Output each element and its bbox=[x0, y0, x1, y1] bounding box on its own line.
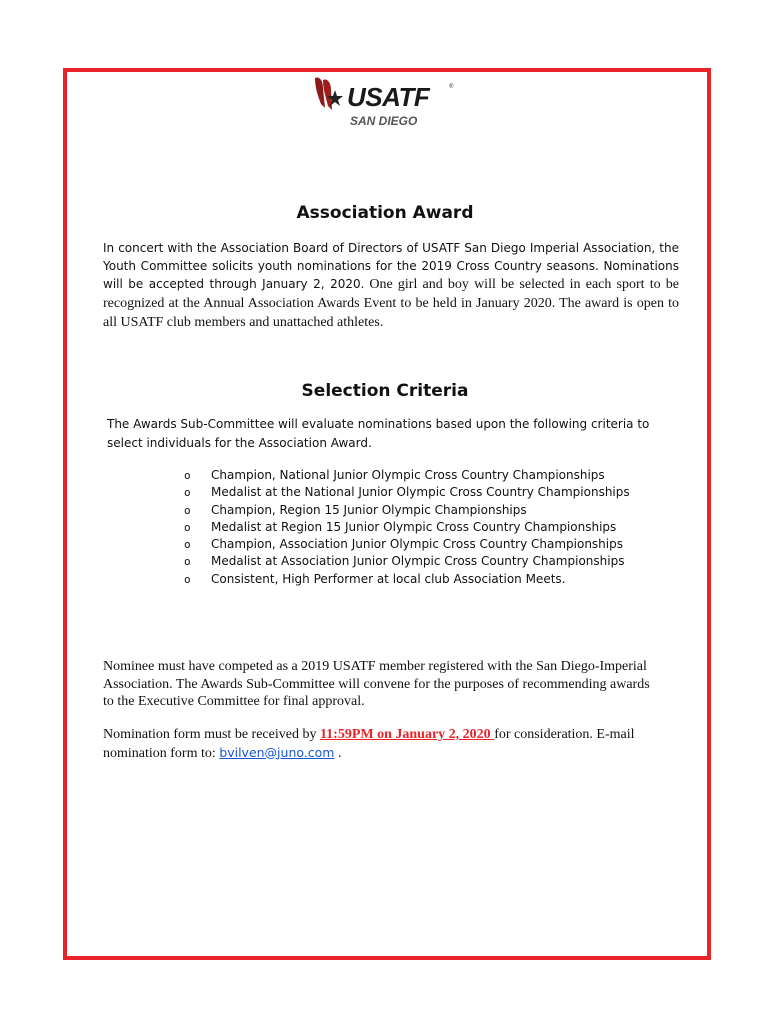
bullet-icon: o bbox=[184, 555, 191, 569]
list-item: o Champion, Region 15 Junior Olympic Championships bbox=[184, 502, 630, 519]
bullet-icon: o bbox=[184, 469, 191, 482]
eligibility-paragraph: Nominee must have competed as a 2019 USATF member registered with the San Diego-Imperial Association. The Awards Sub-Committee will convene for the purposes of recommending awards to the Executive Committee for final approval. bbox=[103, 659, 650, 709]
deadline-text: 11:59PM on January 2, 2020 bbox=[319, 727, 495, 742]
email-link[interactable]: bvilven@juno.com bbox=[219, 744, 335, 760]
list-item: o Champion, National Junior Olympic Cross Country Championships bbox=[184, 467, 630, 484]
list-item: o Consistent, High Performer at local club Association Meets. bbox=[184, 571, 630, 588]
list-item: o Medalist at the National Junior Olympic Cross Country Championships bbox=[184, 484, 630, 501]
bullet-icon: o bbox=[184, 538, 191, 552]
bullet-icon: o bbox=[184, 520, 191, 534]
criteria-list bbox=[184, 467, 630, 588]
bullet-icon: o bbox=[184, 486, 191, 500]
criteria-intro: The Awards Sub-Committee will evaluate nominations based upon the following criteria to select individuals for the Association Award. bbox=[107, 417, 650, 450]
logo-wordmark: USATF bbox=[347, 82, 430, 112]
usatf-logo bbox=[313, 74, 458, 136]
award-title: Association Award bbox=[296, 203, 474, 223]
award-intro-paragraph bbox=[103, 239, 679, 332]
award-intro-sans: In concert with the Association Board of Directors of USATF San Diego Imperial Association, the Youth Committee solicits youth nominations for the 2019 Cross Country seasons. Nominations will be accepted through January 2, 2020. bbox=[103, 241, 679, 291]
bullet-icon: o bbox=[184, 572, 191, 586]
logo-trademark: ® bbox=[449, 84, 454, 90]
list-item: o Medalist at Region 15 Junior Olympic Cross Country Championships bbox=[184, 519, 630, 536]
list-item: o Medalist at Association Junior Olympic Cross Country Championships bbox=[184, 553, 630, 570]
bullet-icon: o bbox=[184, 503, 191, 517]
list-item: o Champion, Association Junior Olympic Cross Country Championships bbox=[184, 536, 630, 553]
award-intro-serif: One girl and boy will be selected in each sport to be recognized at the Annual Association Awards Event to be held in January 2020. The award is open to all USATF club members and unattached athletes. bbox=[103, 277, 679, 330]
submission-paragraph: Nomination form must be received by 11:59PM on January 2, 2020 for consideration. E-mail nomination form to: bvilven@juno.com . bbox=[103, 727, 635, 761]
logo-subtitle: SAN DIEGO bbox=[350, 114, 418, 128]
criteria-title: Selection Criteria bbox=[301, 381, 469, 401]
